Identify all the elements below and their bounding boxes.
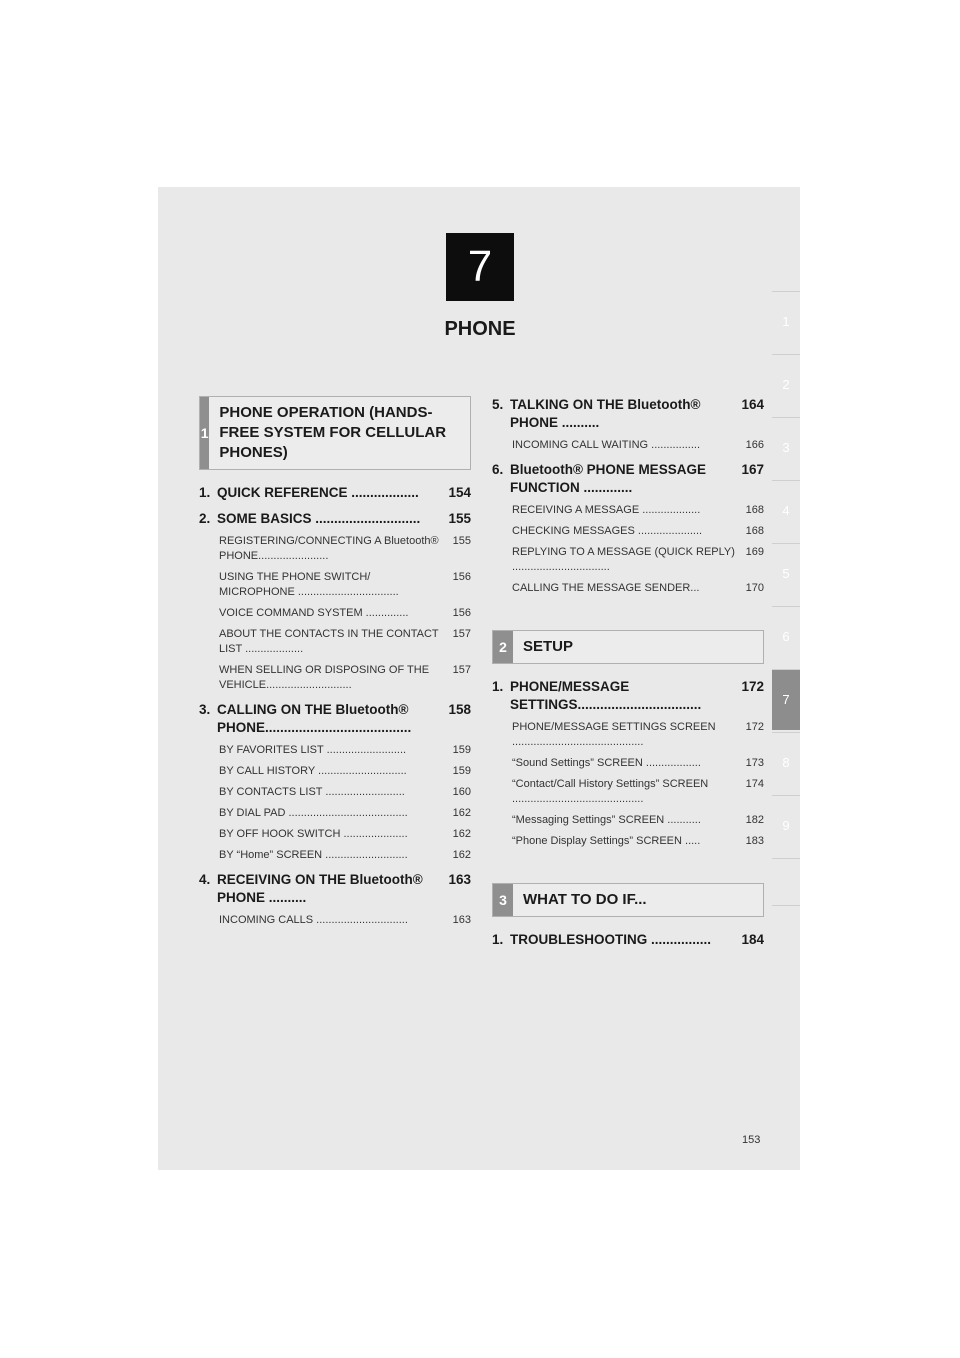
- subentry-title: USING THE PHONE SWITCH/ MICROPHONE .................................: [219, 571, 399, 598]
- subentry-title: PHONE/MESSAGE SETTINGS SCREEN ...........................................: [512, 721, 716, 748]
- entry-title: PHONE/MESSAGE SETTINGS.................................: [510, 679, 702, 712]
- subentry-page: 162: [452, 828, 471, 840]
- subentry-title: WHEN SELLING OR DISPOSING OF THE VEHICLE............................: [219, 664, 430, 691]
- entry-page: 154: [448, 485, 471, 500]
- subentry-title: CHECKING MESSAGES .....................: [512, 525, 703, 537]
- toc-subentry[interactable]: [512, 438, 764, 453]
- subentry-title: BY OFF HOOK SWITCH .....................: [219, 828, 408, 840]
- toc-entry[interactable]: [199, 871, 471, 907]
- toc-subentry[interactable]: [219, 806, 471, 821]
- subentry-title: BY “Home” SCREEN ...........................: [219, 849, 408, 861]
- subentry-page: 183: [745, 835, 764, 847]
- toc-subentry[interactable]: [512, 581, 764, 596]
- tab-5[interactable]: 5: [772, 543, 800, 604]
- toc-subentry[interactable]: [512, 777, 764, 807]
- section-header: [492, 883, 764, 917]
- subentry-page: 157: [452, 628, 471, 640]
- subentry-page: 162: [452, 849, 471, 861]
- subentry-page: 169: [745, 546, 764, 558]
- tab-4[interactable]: 4: [772, 480, 800, 541]
- toc-subentry[interactable]: [512, 545, 764, 575]
- section-title: WHAT TO DO IF...: [523, 891, 647, 908]
- entry-number: 4.: [199, 872, 211, 887]
- subentry-title: “Sound Settings” SCREEN ..................: [512, 757, 701, 769]
- toc-subentry[interactable]: [219, 827, 471, 842]
- subentry-page: 172: [745, 721, 764, 733]
- entry-page: 167: [741, 462, 764, 477]
- subentry-title: “Messaging Settings” SCREEN ...........: [512, 814, 701, 826]
- entry-title: QUICK REFERENCE ..................: [217, 485, 419, 500]
- subentry-title: REGISTERING/CONNECTING A Bluetooth® PHONE.......................: [219, 535, 439, 562]
- subentry-title: “Contact/Call History Settings” SCREEN ...........................................: [512, 778, 709, 805]
- entry-page: 164: [741, 397, 764, 412]
- entry-number: 1.: [199, 485, 211, 500]
- subentry-page: 174: [745, 778, 764, 790]
- toc-entry[interactable]: [492, 461, 764, 497]
- entry-number: 5.: [492, 397, 504, 412]
- toc-subentry[interactable]: [219, 785, 471, 800]
- section-title: SETUP: [523, 638, 574, 655]
- subentry-page: 159: [452, 765, 471, 777]
- entry-title: SOME BASICS ............................: [217, 511, 421, 526]
- subentry-title: INCOMING CALLS ..............................: [219, 914, 408, 926]
- tab-3[interactable]: 3: [772, 417, 800, 478]
- subentry-title: BY FAVORITES LIST ..........................: [219, 744, 407, 756]
- toc-subentry[interactable]: [219, 913, 471, 928]
- subentry-title: BY CALL HISTORY .............................: [219, 765, 407, 777]
- subentry-title: VOICE COMMAND SYSTEM ..............: [219, 607, 409, 619]
- toc-subentry[interactable]: [512, 813, 764, 828]
- chapter-number: 7: [446, 233, 514, 301]
- entry-number: 6.: [492, 462, 504, 477]
- tab-1[interactable]: 1: [772, 291, 800, 352]
- toc-subentry[interactable]: [219, 570, 471, 600]
- entry-page: 158: [448, 702, 471, 717]
- entry-number: 3.: [199, 702, 211, 717]
- subentry-page: 162: [452, 807, 471, 819]
- toc-entry[interactable]: [492, 396, 764, 432]
- subentry-page: 182: [745, 814, 764, 826]
- subentry-page: 156: [452, 607, 471, 619]
- subentry-title: “Phone Display Settings” SCREEN .....: [512, 835, 701, 847]
- subentry-page: 163: [452, 914, 471, 926]
- toc-subentry[interactable]: [219, 663, 471, 693]
- toc-subentry[interactable]: [219, 848, 471, 863]
- page-number: 153: [742, 1134, 761, 1146]
- subentry-title: ABOUT THE CONTACTS IN THE CONTACT LIST ...................: [219, 628, 439, 655]
- toc-subentry[interactable]: [512, 834, 764, 849]
- section-title: PHONE OPERATION (HANDS-FREE SYSTEM FOR CELLULAR PHONES): [219, 404, 447, 461]
- subentry-page: 160: [452, 786, 471, 798]
- section-number: 2: [493, 631, 513, 663]
- tab-blank: [772, 858, 800, 906]
- entry-page: 163: [448, 872, 471, 887]
- entry-number: 2.: [199, 511, 211, 526]
- subentry-title: BY DIAL PAD .......................................: [219, 807, 408, 819]
- chapter-tabs: [772, 291, 800, 908]
- tab-2[interactable]: 2: [772, 354, 800, 415]
- section-number: 1: [200, 397, 209, 469]
- subentry-page: 173: [745, 757, 764, 769]
- subentry-page: 170: [745, 582, 764, 594]
- toc-subentry[interactable]: [219, 743, 471, 758]
- toc-entry[interactable]: [199, 510, 471, 528]
- subentry-page: 168: [745, 525, 764, 537]
- toc-subentry[interactable]: [219, 606, 471, 621]
- subentry-title: INCOMING CALL WAITING ................: [512, 439, 701, 451]
- toc-subentry[interactable]: [512, 756, 764, 771]
- entry-page: 172: [741, 679, 764, 694]
- entry-title: RECEIVING ON THE Bluetooth® PHONE ..........: [217, 872, 423, 905]
- toc-subentry[interactable]: [219, 764, 471, 779]
- subentry-title: REPLYING TO A MESSAGE (QUICK REPLY) ................................: [512, 546, 735, 573]
- toc-right-column: [492, 396, 764, 955]
- section-header: [199, 396, 471, 470]
- subentry-title: CALLING THE MESSAGE SENDER...: [512, 582, 700, 594]
- toc-subentry[interactable]: [512, 524, 764, 539]
- subentry-title: RECEIVING A MESSAGE ...................: [512, 504, 701, 516]
- subentry-title: BY CONTACTS LIST ..........................: [219, 786, 405, 798]
- entry-number: 1.: [492, 932, 504, 947]
- tab-6[interactable]: 6: [772, 606, 800, 667]
- entry-page: 155: [448, 511, 471, 526]
- section-number: 3: [493, 884, 513, 916]
- entry-page: 184: [741, 932, 764, 947]
- tab-8[interactable]: 8: [772, 732, 800, 793]
- toc-left-column: [199, 396, 471, 934]
- subentry-page: 155: [452, 535, 471, 547]
- subentry-page: 157: [452, 664, 471, 676]
- toc-entry[interactable]: [492, 931, 764, 949]
- toc-subentry[interactable]: [512, 720, 764, 750]
- subentry-page: 168: [745, 504, 764, 516]
- toc-subentry[interactable]: [512, 503, 764, 518]
- section-header: [492, 630, 764, 664]
- entry-title: TALKING ON THE Bluetooth® PHONE ..........: [510, 397, 701, 430]
- tab-9[interactable]: 9: [772, 795, 800, 856]
- entry-title: CALLING ON THE Bluetooth® PHONE.......................................: [217, 702, 412, 735]
- toc-subentry[interactable]: [219, 627, 471, 657]
- subentry-page: 166: [745, 439, 764, 451]
- subentry-page: 159: [452, 744, 471, 756]
- entry-title: TROUBLESHOOTING ................: [510, 932, 712, 947]
- toc-subentry[interactable]: [219, 534, 471, 564]
- entry-number: 1.: [492, 679, 504, 694]
- toc-entry[interactable]: [492, 678, 764, 714]
- toc-entry[interactable]: [199, 484, 471, 502]
- subentry-page: 156: [452, 571, 471, 583]
- entry-title: Bluetooth® PHONE MESSAGE FUNCTION .............: [510, 462, 706, 495]
- toc-entry[interactable]: [199, 701, 471, 737]
- tab-7[interactable]: 7: [772, 669, 800, 730]
- chapter-title: PHONE: [444, 318, 516, 340]
